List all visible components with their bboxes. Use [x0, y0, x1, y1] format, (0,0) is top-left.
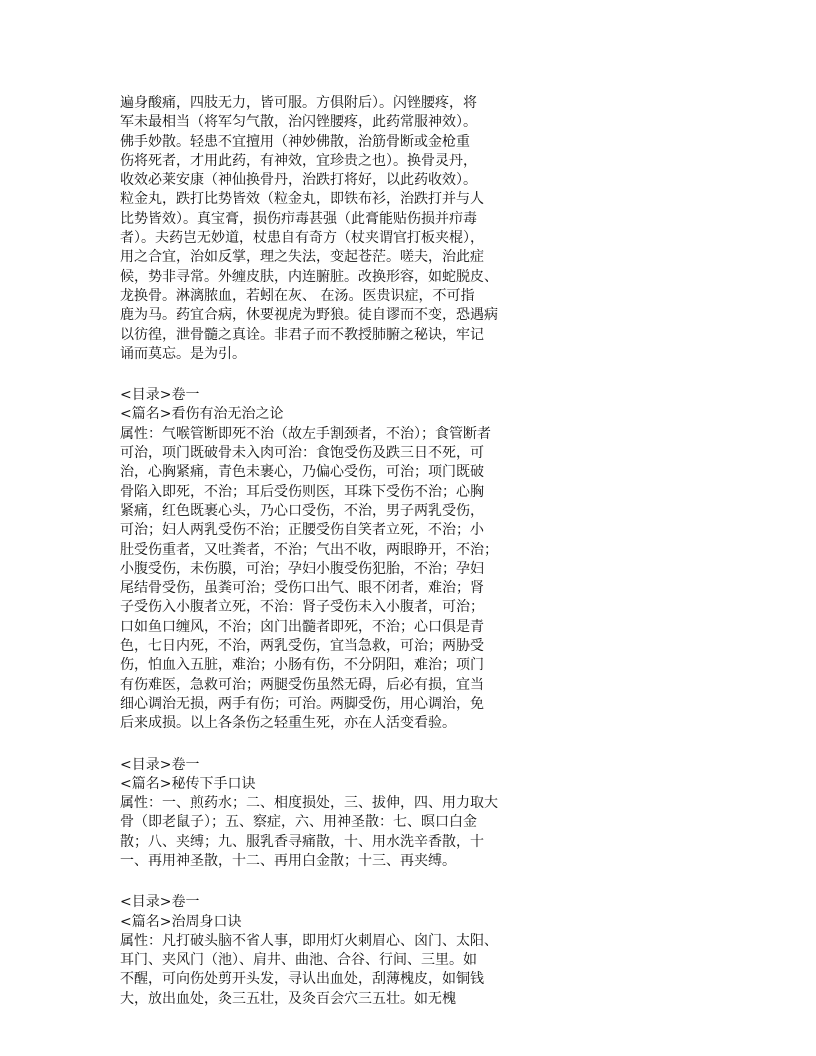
catalog-heading: <目录>卷一 — [120, 756, 200, 773]
text-line: 遍身酸痛，四肢无力，皆可服。方俱附后）。闪锉腰疼，将 — [120, 95, 477, 111]
text-line: 尾结骨受伤，虽粪可治；受伤口出气、眼不闭者，难治；肾 — [120, 580, 484, 597]
text-line: 比势皆效）。真宝膏，损伤疖毒甚强（此膏能贴伤损并疖毒 — [120, 210, 477, 227]
text-line: 属性：凡打破头脑不省人事，即用灯火刺眉心、囟门、太阳、 — [120, 932, 498, 949]
text-line: 口如鱼口缠风，不治；囟门出髓者即死，不治；心口俱是青 — [120, 618, 484, 635]
text-line: 治，心胸紧痛，青色未裹心，乃偏心受伤，可治；项门既破 — [120, 464, 484, 481]
catalog-heading: <目录>卷一 — [120, 387, 200, 404]
section-whole-body-method — [120, 893, 500, 1009]
text-line: 散；八、夹缚；九、服乳香寻痛散，十、用水洗辛香散，十 — [120, 833, 484, 850]
text-line: 属性：气喉管断即死不治（故左手割颈者，不治）；食管断者 — [120, 425, 491, 442]
text-line: 龙换骨。淋漓脓血，若蚓在灰、 在汤。医贵识症，不可指 — [120, 287, 475, 304]
text-line: 子受伤入小腹者立死，不治：肾子受伤未入小腹者，可治； — [120, 599, 484, 616]
text-line: 可治；妇人两乳受伤不治；正腰受伤自笑者立死，不治；小 — [120, 522, 484, 539]
text-line: 伤将死者，才用此药，有神效，宜珍贵之也）。换骨灵丹， — [120, 152, 477, 169]
preface-paragraph — [120, 94, 500, 364]
text-line: 候，势非寻常。外缠皮肤，内连腑脏。改换形容，如蛇脱皮、 — [120, 268, 498, 285]
text-line: 大，放出血处，灸三五壮，及灸百会穴三五壮。如无槐 — [120, 990, 456, 1007]
section-secret-hand-method — [120, 756, 500, 872]
catalog-heading: <目录>卷一 — [120, 894, 200, 911]
text-line: 紧痛，红色既裹心头，乃心口受伤，不治，男子两乳受伤， — [120, 502, 484, 519]
text-line: 者）。夫药岂无妙道，杖患自有奇方（杖夹谓官打板夹棍）， — [120, 230, 484, 247]
text-line: 粒金丸，跌打比势皆效（粒金丸，即铁布衫，治跌打并与人 — [120, 191, 484, 208]
chapter-title: <篇名>秘传下手口诀 — [120, 775, 256, 792]
text-line: 细心调治无损，两手有伤；可治。两脚受伤，用心调治，免 — [120, 695, 484, 712]
text-line: 肚受伤重者，又吐粪者，不治；气出不收，两眼睁开，不治； — [120, 541, 498, 558]
text-line: 色，七日内死，不治，两乳受伤，宜当急救，可治；两胁受 — [120, 638, 484, 655]
document-page — [120, 94, 500, 1031]
text-line: 有伤难医，急救可治；两腿受伤虽然无碍，后必有损，宜当 — [120, 676, 484, 693]
text-line: 伤，怕血入五脏，难治；小肠有伤，不分阴阳，难治；项门 — [120, 657, 484, 674]
text-line: 军未最相当（将军匀气散，治闪锉腰疼，此药常服神效）。 — [120, 114, 477, 131]
text-line: 小腹受伤，未伤膜，可治；孕妇小腹受伤犯胎，不治；孕妇 — [120, 560, 484, 577]
text-line: 用之合宜，治如反掌，理之失法，变起苍茫。嗟夫，治此症 — [120, 249, 484, 266]
section-injury-treatability — [120, 386, 500, 733]
text-line: 后来成损。以上各条伤之轻重生死，亦在人活变看验。 — [120, 715, 456, 732]
text-line: 以彷徨，泄骨髓之真诠。非君子而不教授肺腑之秘诀，牢记 — [120, 326, 484, 343]
text-line: 佛手妙散。轻患不宜擅用（神妙佛散，治筋骨断或金枪重 — [120, 133, 470, 150]
text-line: 骨（即老鼠子）；五、察症，六、用神圣散：七、暝口白金 — [120, 814, 477, 831]
text-line: 属性：一、煎药水；二、相度损处，三、拔伸，四、用力取大 — [120, 795, 498, 812]
text-line: 骨陷入即死，不治；耳后受伤则医，耳珠下受伤不治；心胸 — [120, 483, 484, 500]
text-line: 诵而莫忘。是为引。 — [120, 345, 246, 362]
text-line: 鹿为马。药宜合病，休要视虎为野狼。徒自谬而不变，恐遇病 — [120, 307, 498, 324]
text-line: 不醒，可向伤处剪开头发，寻认出血处，刮薄槐皮，如铜钱 — [120, 971, 484, 988]
text-line: 耳门、夹风门（池）、肩井、曲池、合谷、行间、三里。如 — [120, 952, 477, 969]
text-line: 可治，项门既破骨未入肉可治：食饱受伤及跌三日不死，可 — [120, 445, 484, 462]
chapter-title: <篇名>治周身口诀 — [120, 913, 242, 930]
text-line: 一、再用神圣散，十二、再用白金散；十三、再夹缚。 — [120, 852, 456, 869]
chapter-title: <篇名>看伤有治无治之论 — [120, 406, 284, 423]
text-line: 收效必莱安康（神仙换骨丹，治跌打将好，以此药收效）。 — [120, 172, 477, 189]
